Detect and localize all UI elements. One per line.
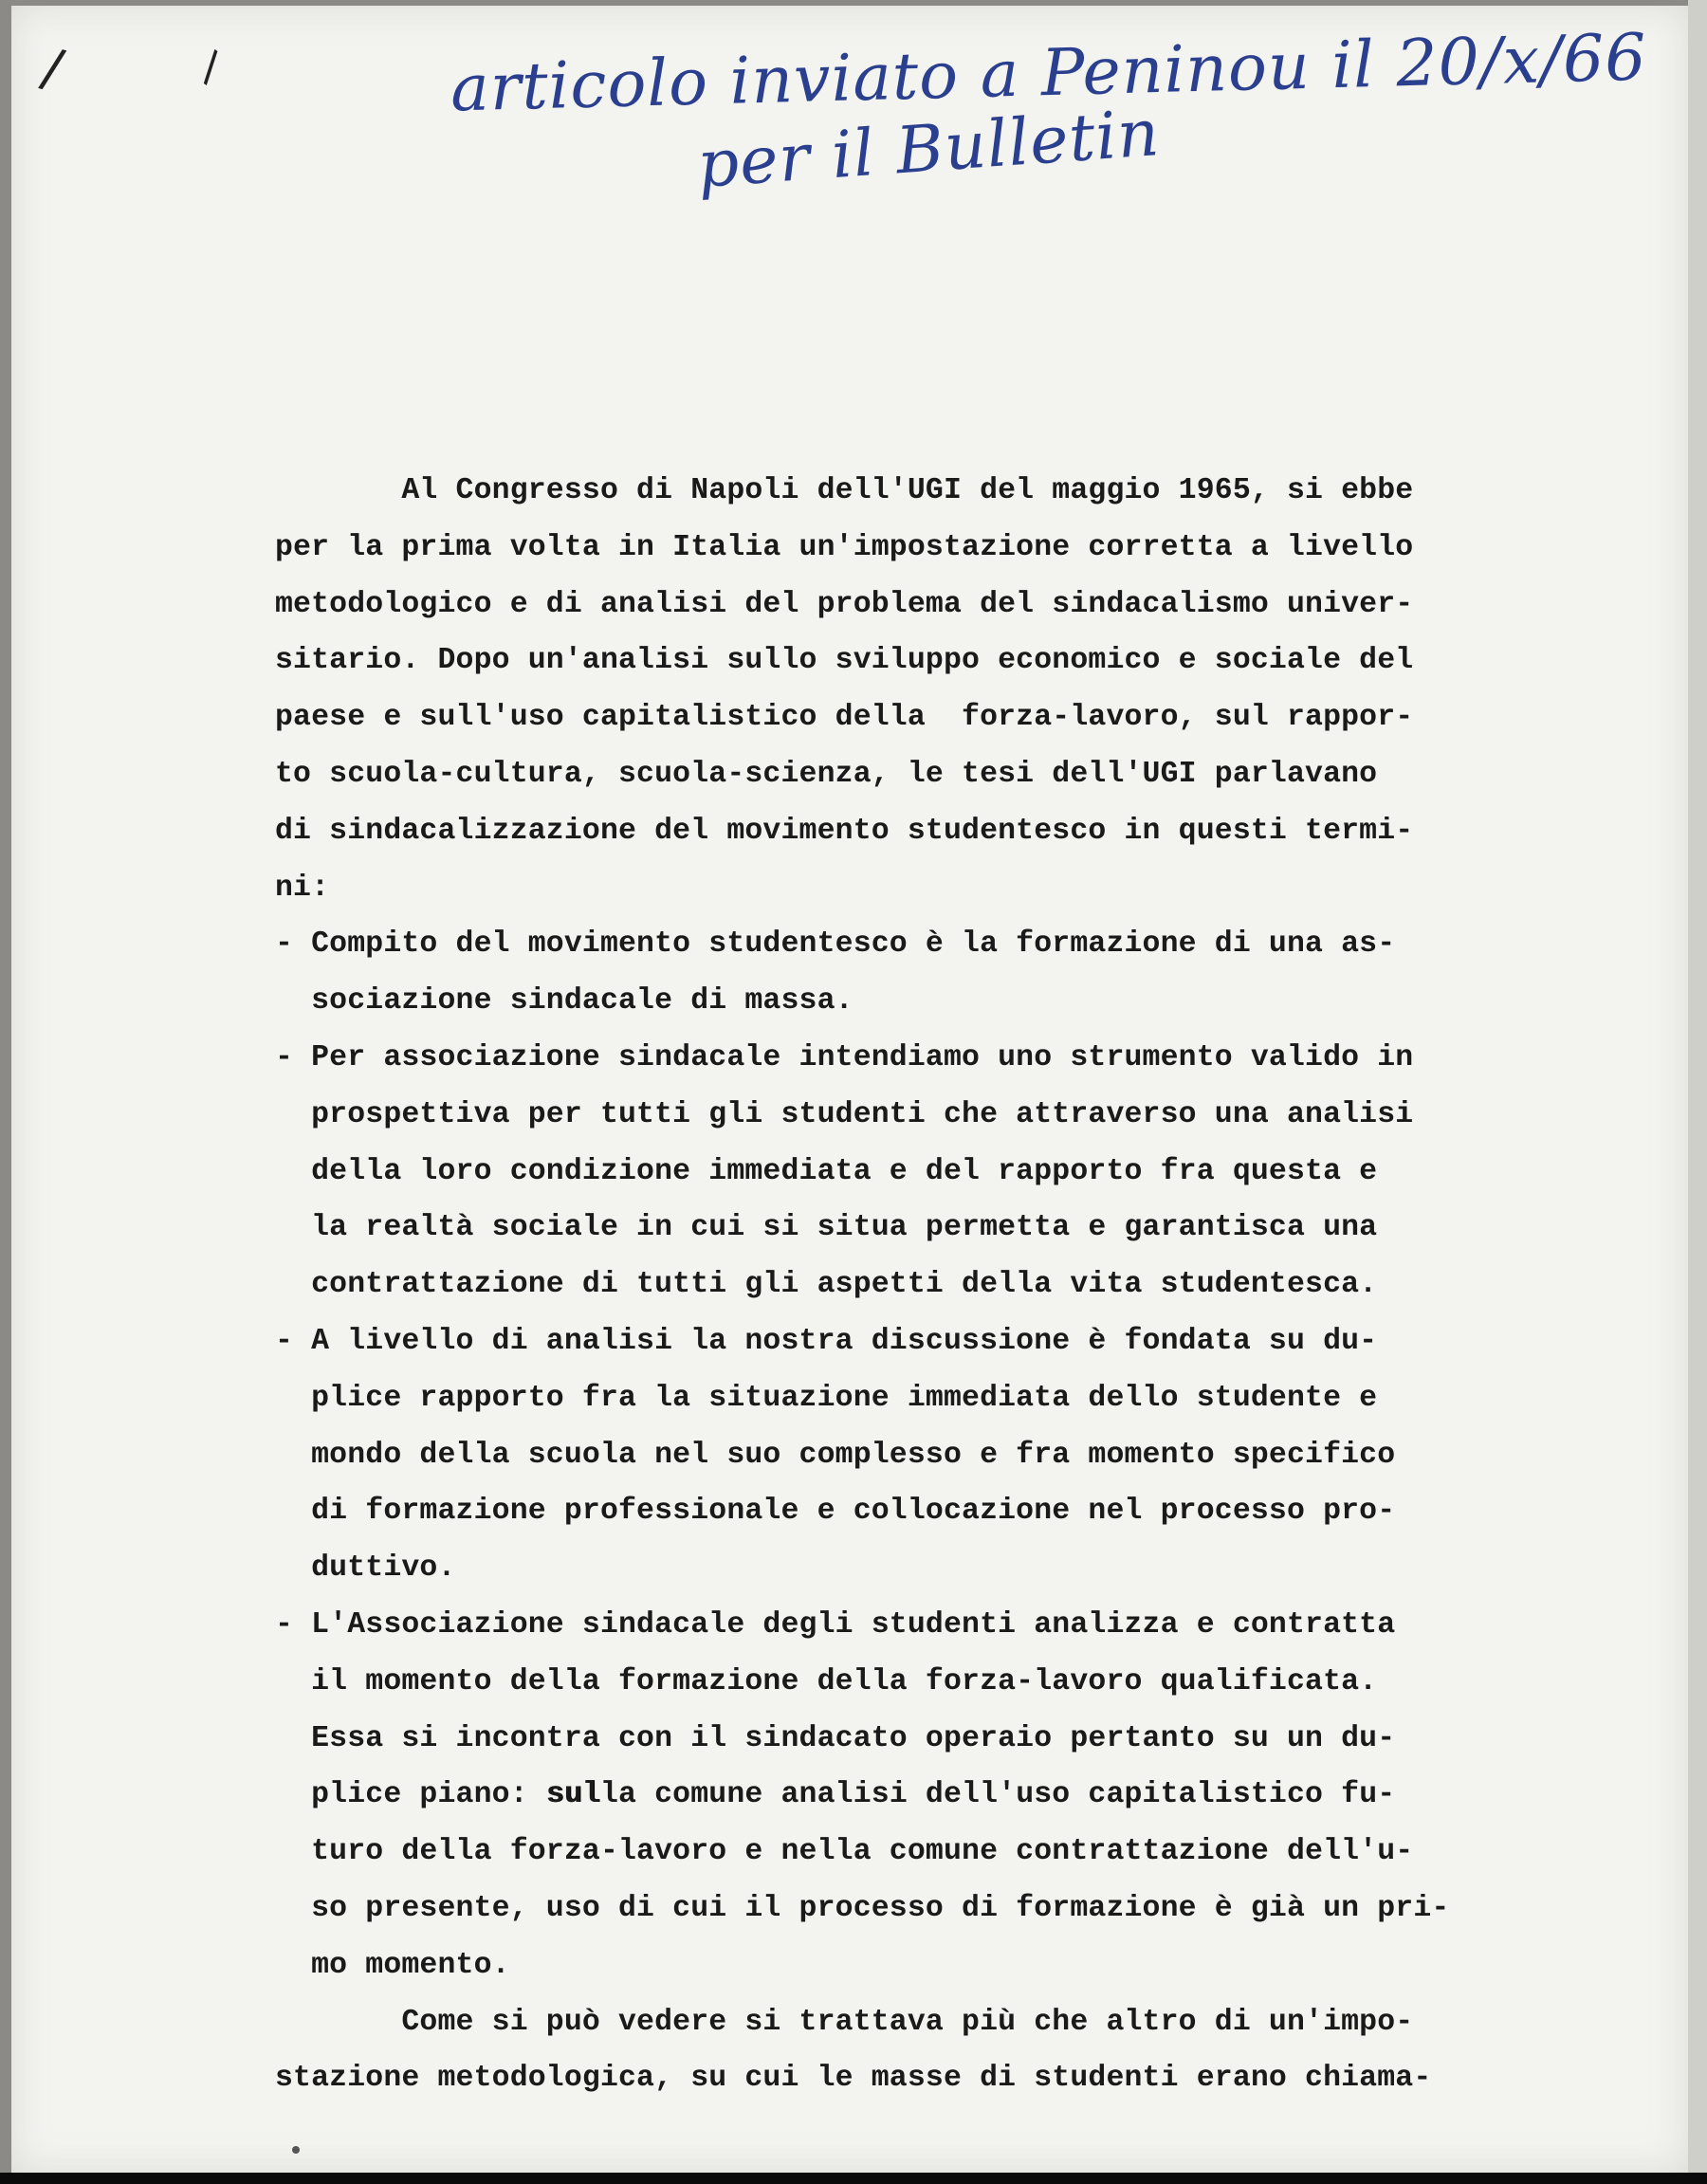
text-line: mo momento. [275, 1948, 510, 1982]
text-line: la realtà sociale in cui si situa permetta e garantisca una [275, 1211, 1378, 1245]
text-line: so presente, uso di cui il processo di formazione è già un pri- [275, 1891, 1450, 1925]
text-line: della loro condizione immediata e del rapporto fra questa e [275, 1154, 1378, 1188]
text-line: di sindacalizzazione del movimento studentesco in questi termi- [275, 814, 1414, 848]
scan-edge-bottom [0, 2173, 1707, 2184]
text-line: ni: [275, 871, 330, 905]
text-line: plice rapporto fra la situazione immediata dello studente e [275, 1381, 1378, 1415]
pencil-mark-right: \ [191, 43, 231, 91]
text-line: - L'Associazione sindacale degli studenti analizza e contratta [275, 1607, 1396, 1642]
text-line: - A livello di analisi la nostra discussione è fondata su du- [275, 1324, 1378, 1358]
text-line: metodologico e di analisi del problema del sindacalismo univer- [275, 587, 1414, 621]
text-line: sociazione sindacale di massa. [275, 984, 854, 1019]
text-line: - Per associazione sindacale intendiamo uno strumento valido in [275, 1040, 1414, 1074]
text-line: Al Congresso di Napoli dell'UGI del maggio 1965, si ebbe [275, 474, 1414, 507]
text-line: turo della forza-lavoro e nella comune contrattazione dell'u- [275, 1835, 1414, 1869]
text-line: stazione metodologica, su cui le masse di studenti erano chiama- [275, 2062, 1432, 2096]
text-line: Come si può vedere si trattava più che altro di un'impo- [275, 2005, 1414, 2039]
text-line: mondo della scuola nel suo complesso e fra momento specifico [275, 1438, 1396, 1472]
handwritten-note-line2: per il Bulletin [694, 96, 1163, 203]
line-rest: la comune analisi dell'uso capitalistico fu- [599, 1778, 1396, 1812]
text-line: prospettiva per tutti gli studenti che attraverso una analisi [275, 1097, 1414, 1131]
line-prefix: plice piano: [275, 1778, 546, 1812]
scan-edge-right [1688, 0, 1707, 2184]
text-line: di formazione professionale e collocazione nel processo pro- [275, 1495, 1396, 1529]
text-line-overstrike [275, 1767, 1565, 1824]
text-line: duttivo. [275, 1551, 456, 1586]
pencil-mark-left: / [35, 36, 69, 101]
text-line: per la prima volta in Italia un'impostazione corretta a livello [275, 530, 1414, 564]
text-line: sitario. Dopo un'analisi sullo sviluppo economico e sociale del [275, 644, 1414, 678]
text-line: - Compito del movimento studentesco è la formazione di una as- [275, 927, 1396, 962]
scan-speck [292, 2146, 300, 2154]
text-line: contrattazione di tutti gli aspetti della vita studentesca. [275, 1268, 1378, 1302]
handwritten-note-line1: articolo inviato a Peninou il 20/x/66 [450, 20, 1648, 127]
text-line: il momento della formazione della forza-lavoro qualificata. [275, 1664, 1378, 1698]
overstruck-word: sul [545, 1778, 600, 1812]
text-line: paese e sull'uso capitalistico della forza-lavoro, sul rappor- [275, 701, 1414, 735]
text-line: to scuola-cultura, scuola-scienza, le tesi dell'UGI parlavano [275, 757, 1378, 791]
typed-text-body [275, 463, 1565, 2107]
text-line: Essa si incontra con il sindacato operaio pertanto su un du- [275, 1721, 1396, 1755]
